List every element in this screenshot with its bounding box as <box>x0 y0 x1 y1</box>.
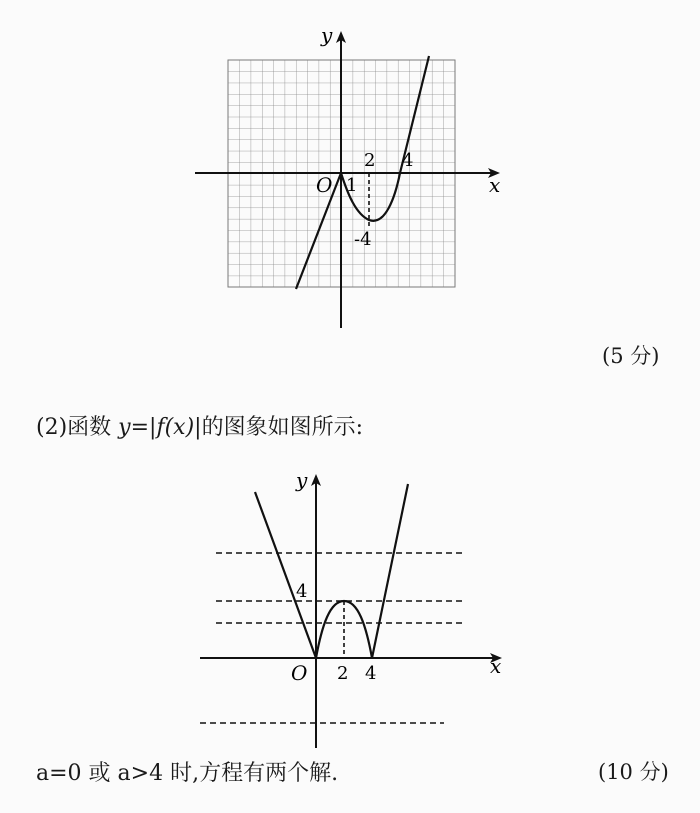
x-axis-label: x <box>490 654 502 678</box>
x-axis-label: x <box>489 173 501 197</box>
y-axis-label: y <box>321 23 333 47</box>
tick-label-1: 1 <box>346 175 358 196</box>
score-5: (5 分) <box>602 344 660 368</box>
part2-suffix: 的图象如图所示: <box>201 415 363 440</box>
y-axis-label: y <box>296 468 308 492</box>
origin-label: O <box>316 173 333 197</box>
x-tick-4: 4 <box>365 663 377 684</box>
tick-label-2: 2 <box>364 150 376 171</box>
abs-f-curve <box>255 484 408 658</box>
part2-statement <box>36 410 363 441</box>
y-value-label: -4 <box>354 229 372 250</box>
tick-label-4: 4 <box>402 150 414 171</box>
score-10: (10 分) <box>598 760 669 784</box>
origin-label: O <box>291 661 308 685</box>
part2-formula: y=|f(x)| <box>118 415 202 440</box>
figure-f-graph <box>0 0 700 340</box>
conclusion-text: a=0 或 a>4 时,方程有两个解. <box>36 761 339 786</box>
part2-prefix: (2)函数 <box>36 415 119 440</box>
x-tick-2: 2 <box>337 663 349 684</box>
y-tick-4: 4 <box>296 581 308 602</box>
figure-abs-f-graph <box>0 460 700 750</box>
